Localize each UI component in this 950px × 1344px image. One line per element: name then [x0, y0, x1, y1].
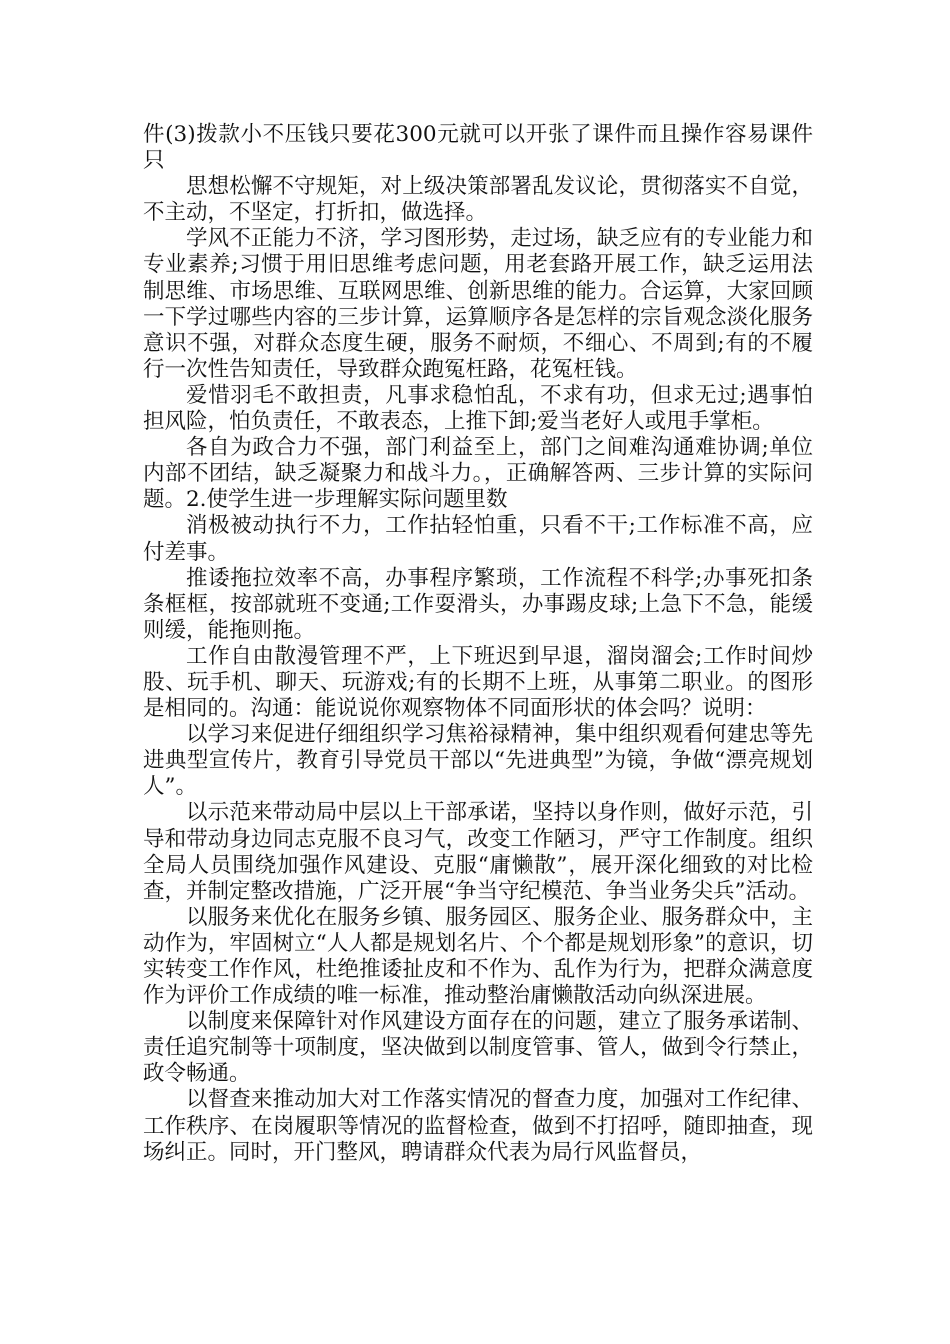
paragraph: 件(3)拨款小不压钱只要花300元就可以开张了课件而且操作容易课件只 [143, 122, 813, 174]
paragraph: 各自为政合力不强，部门利益至上，部门之间难沟通难协调;单位内部不团结，缺乏凝聚力和战斗力。，正确解答两、三步计算的实际问题。2.使学生进一步理解实际问题里数 [143, 435, 813, 513]
paragraph: 以制度来保障针对作风建设方面存在的问题，建立了服务承诺制、责任追究制等十项制度，坚决做到以制度管事、管人，做到令行禁止，政令畅通。 [143, 1009, 813, 1087]
paragraph: 以服务来优化在服务乡镇、服务园区、服务企业、服务群众中，主动作为，牢固树立“人人都是规划名片、个个都是规划形象”的意识，切实转变工作作风，杜绝推诿扯皮和不作为、乱作为行为，把群众满意度作为评价工作成绩的唯一标准，推动整治庸懒散活动向纵深进展。 [143, 904, 813, 1009]
paragraph: 以学习来促进仔细组织学习焦裕禄精神，集中组织观看何建忠等先进典型宣传片，教育引导党员干部以“先进典型”为镜，争做“漂亮规划人”。 [143, 722, 813, 800]
paragraph: 学风不正能力不济，学习图形势，走过场，缺乏应有的专业能力和专业素养;习惯于用旧思维考虑问题，用老套路开展工作，缺乏运用法制思维、市场思维、互联网思维、创新思维的能力。合运算，大家回顾一下学过哪些内容的三步计算，运算顺序各是怎样的宗旨观念淡化服务意识不强，对群众态度生硬，服务不耐烦，不细心、不周到;有的不履行一次性告知责任，导致群众跑冤枉路，花冤枉钱。 [143, 226, 813, 382]
paragraph: 推诿拖拉效率不高，办事程序繁琐，工作流程不科学;办事死扣条条框框，按部就班不变通;工作耍滑头，办事踢皮球;上急下不急，能缓则缓，能拖则拖。 [143, 565, 813, 643]
paragraph: 消极被动执行不力，工作拈轻怕重，只看不干;工作标准不高，应付差事。 [143, 513, 813, 565]
document-body [143, 122, 813, 1166]
paragraph: 以督查来推动加大对工作落实情况的督查力度，加强对工作纪律、工作秩序、在岗履职等情况的监督检查，做到不打招呼，随即抽查，现场纠正。同时，开门整风，聘请群众代表为局行风监督员， [143, 1087, 813, 1165]
paragraph: 爱惜羽毛不敢担责，凡事求稳怕乱，不求有功，但求无过;遇事怕担风险，怕负责任，不敢表态，上推下卸;爱当老好人或甩手掌柜。 [143, 382, 813, 435]
paragraph: 工作自由散漫管理不严，上下班迟到早退，溜岗溜会;工作时间炒股、玩手机、聊天、玩游戏;有的长期不上班，从事第二职业。的图形是相同的。沟通：能说说你观察物体不同面形状的体会吗？说明： [143, 643, 813, 722]
paragraph: 思想松懈不守规矩，对上级决策部署乱发议论，贯彻落实不自觉，不主动，不坚定，打折扣，做选择。 [143, 174, 813, 226]
paragraph: 以示范来带动局中层以上干部承诺，坚持以身作则，做好示范，引导和带动身边同志克服不良习气，改变工作陋习，严守工作制度。组织全局人员围绕加强作风建设、克服“庸懒散”，展开深化细致的对比检查，并制定整改措施，广泛开展“争当守纪模范、争当业务尖兵”活动。 [143, 800, 813, 904]
